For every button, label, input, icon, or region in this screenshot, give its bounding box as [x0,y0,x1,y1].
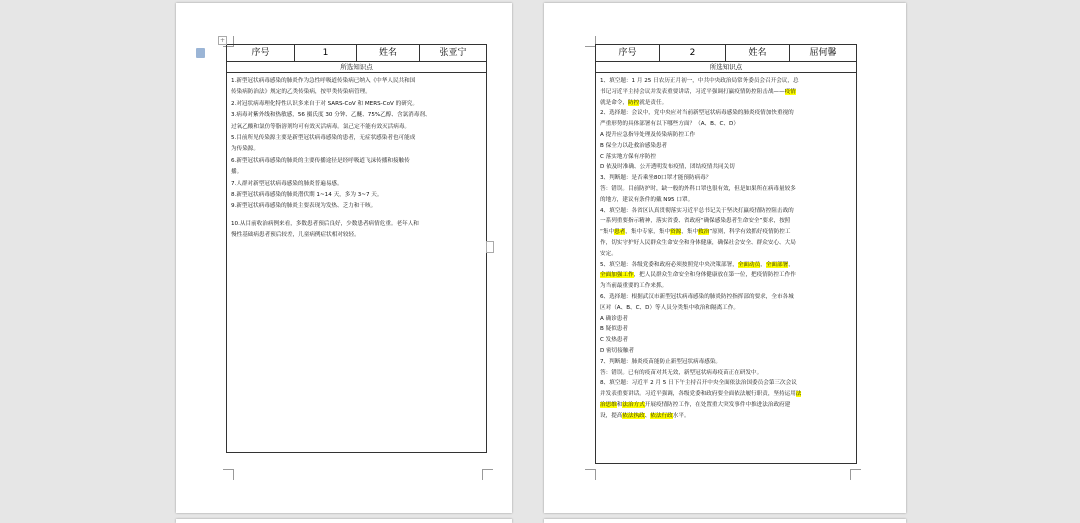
crop-mark-bl [585,469,596,480]
text-line: 区对（A、B、C、D）等人员分类集中收治和隔离工作。 [600,304,739,311]
text-line: 5、填空题：各级党委和政府必须按照党中央决策部署，全面动员，全面部署， [600,261,794,268]
table-resize-handle-icon[interactable] [486,241,494,253]
text-line: 书记习近平主持会议并发表重要讲话，习近平强调打赢疫情防控阻击战——疫情 [600,88,796,95]
option-line: C 落实地方保有序防控 [600,153,657,160]
highlight: 全面加强工作 [600,272,634,279]
highlight: 法治方式 [622,401,645,408]
section-title: 所选知识点 [596,62,856,73]
text-line: 7、判断题：肺炎疫苗能防止新型冠状病毒感染。 [600,358,722,365]
text-line: 3、判断题：是否乘坐80口罩才能预防病毒？ [600,175,712,182]
text-line: 4、填空题：各省区认真贯彻落实习近平总书记关于坚决打赢疫情防控阻击战的 [600,207,794,214]
option-line: D 密切接触者 [600,347,635,354]
paste-options-icon[interactable] [196,48,205,58]
value-number: 2 [660,45,726,61]
text-line: 1.新型冠状病毒感染的肺炎作为急性呼吸道传染病已纳入《中华人民共和国 [231,78,416,84]
crop-mark-br [482,469,493,480]
knowledge-body-right [596,73,856,422]
highlight: 患者 [614,229,626,236]
next-page-left-edge [176,519,512,523]
highlight: 疫情 [784,88,796,95]
text-line: 安定。 [600,250,617,257]
text-line: 3.病毒对紫外线和热敏感，56 摄氏度 30 分钟、乙醚、75%乙醇、含氯消毒剂、 [231,112,431,119]
value-number: 1 [295,45,357,61]
text-line: “集中患者，集中专家，集中资源，集中救治”原则，科学有效抓好疫情防控工 [600,229,791,236]
option-line: B 保全力以赴救治感染患者 [600,142,668,149]
text-line: 设，提高依法执政、依法行政水平。 [600,412,690,419]
text-line: 播。 [231,169,243,176]
label-number: 序号 [227,45,295,61]
text-line: 5.目前所见传染源主要是新型冠状病毒感染的患者，无症状感染者也可能成 [231,135,416,142]
text-line: 9.新型冠状病毒感染的肺炎主要表现为发热、乏力和干咳。 [231,203,377,210]
label-name: 姓名 [357,45,420,61]
document-page-right [544,3,906,513]
highlight: 资源 [670,229,682,236]
text-line: 并发表重要讲话。习近平强调，各级党委和政府要全面依法履行职责，坚持运用法 [600,391,802,398]
highlight: 救治 [698,229,710,236]
text-line: 8.新型冠状病毒感染的肺炎潜伏期 1~14 天，多为 3~7 天。 [231,192,383,199]
text-line: 的地方，建议有条件的戴 N95 口罩。 [600,196,694,203]
highlight: 全面动员 [737,261,761,268]
text-line: 传染病防治法》规定的乙类传染病，按甲类传染病管理。 [231,89,371,96]
knowledge-table-left [226,44,487,453]
label-number: 序号 [596,45,660,61]
text-line: 慢性基础病患者预后较差，儿童病例症状相对较轻。 [231,232,360,239]
text-line: 为传染源。 [231,146,259,153]
text-line: 严重形势的具体部署有以下哪些方面？（A、B、C、D） [600,121,739,128]
knowledge-body-left [227,73,486,242]
option-line: A 确诊患者 [600,315,628,322]
table-move-handle-icon[interactable]: + [219,37,226,44]
section-title: 所选知识点 [227,62,486,73]
option-line: D 依及时准确、公开透明发布疫情，团结疫情共同关切 [600,164,735,171]
highlight: 法 [795,391,802,398]
highlight: 治思维 [600,401,617,408]
next-page-right-edge [544,519,906,523]
highlight: 依法行政 [650,412,673,419]
header-row [227,45,486,62]
text-line: 答：错误。目前防护时，缺一般的外科口罩也很有效，但是如果所在病毒量较多 [600,185,796,192]
text-line: 6、选择题：根据武汉市新型冠状病毒感染的肺炎防控指挥部的要求，全市各城 [600,293,794,300]
option-line: B 疑似患者 [600,326,628,333]
text-line: 全面加强工作，把人民群众生命安全和身体健康放在第一位，把疫情防控工作作 [600,272,796,279]
highlight: 防控 [627,99,640,106]
value-name: 张亚宁 [439,48,467,58]
knowledge-table-right [595,44,857,464]
text-line: 6.新型冠状病毒感染的肺炎的主要传播途径是经呼吸道飞沫传播和接触传 [231,157,410,164]
option-line: C 发热患者 [600,337,629,344]
document-page-left [176,3,512,513]
option-line: A 提升应急指导处理及传染病防控工作 [600,131,696,138]
text-line: 为当前最重要的工作来抓。 [600,283,668,290]
text-line: 7.人群对新型冠状病毒感染的肺炎普遍易感。 [231,180,343,187]
header-row [596,45,856,62]
value-name: 屈何馨 [809,48,837,58]
text-line: 答：错误。已有的疫苗对其无效，新型冠状病毒疫苗正在研发中。 [600,369,763,376]
text-line: 治思维和法治方式开展疫情防控工作，在处置重大突发事件中推进法治政府建 [600,401,791,408]
crop-mark-br [850,469,861,480]
text-line: 过氧乙酸和氯仿等脂溶剂均可有效灭活病毒。氯己定不能有效灭活病毒。 [231,123,411,130]
crop-mark-bl [223,469,234,480]
highlight: 全面部署 [765,261,789,268]
highlight: 依法执政 [622,412,645,419]
text-line: 一系列重要指示精神，落实省委、省政府“确保感染患者生命安全”要求，按照 [600,218,791,225]
text-line: 作，切实守护好人民群众生命安全和身体健康，确保社会安全、群众安心、大局 [600,239,796,246]
text-line: 2、选择题：会议中，党中央应对当前新型冠状病毒感染的肺炎疫情加快重视的 [600,110,794,117]
text-line: 8、填空题：习近平 2 月 5 日下午主持召开中央全面依法治国委员会第三次会议 [600,380,797,387]
text-line: 1、填空题：1 月 25 日农历正月初一，中共中央政治局常务委员会召开会议，总 [600,78,799,84]
text-line: 10.从目前收治病例来看，多数患者预后良好，少数患者病情危重。老年人和 [231,220,419,227]
text-line: 就是命令，防控就是责任。 [600,99,668,106]
text-line: 2.对冠状病毒理化特性认识多来自于对 SARS-CoV 和 MERS-CoV 的研究。 [231,100,418,107]
label-name: 姓名 [726,45,790,61]
